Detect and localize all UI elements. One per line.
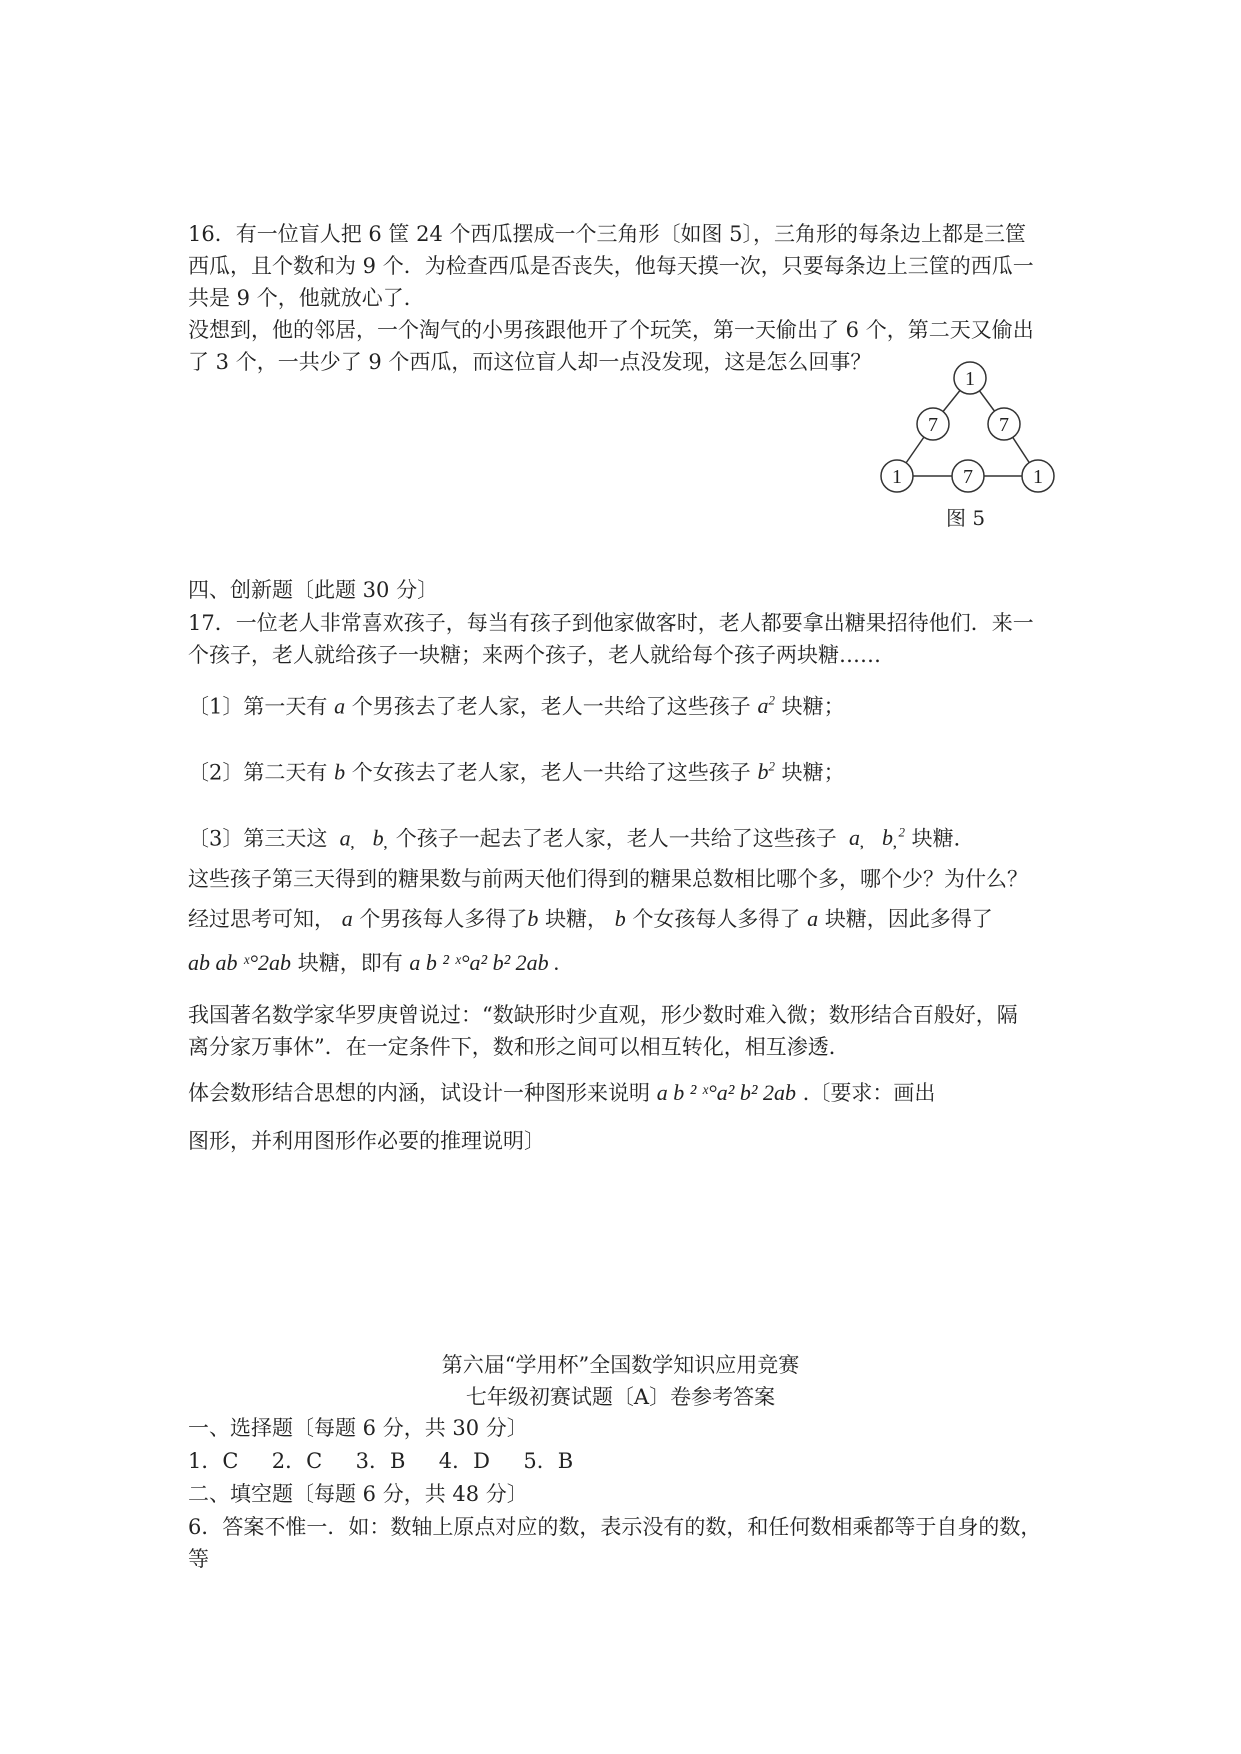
q17-item-3-prefix: 〔3〕第三天这 bbox=[188, 826, 328, 851]
node-left-mid-label: 7 bbox=[928, 414, 938, 436]
answers-choices: 1．C 2．C 3．B 4．D 5．B bbox=[188, 1449, 574, 1473]
q17-line-11-b: .〔要求：画出 bbox=[802, 1081, 936, 1105]
node-bottom-mid-label: 7 bbox=[963, 466, 973, 488]
q17-line-1: 17．一位老人非常喜欢孩子，每当有孩子到他家做客时，老人都要拿出糖果招待他们．来一 bbox=[188, 611, 1034, 635]
q17-item-3-mid: 个孩子一起去了老人家，老人一共给了这些孩子 bbox=[395, 826, 837, 851]
q17-item-3-var: a̦ b̦ bbox=[334, 825, 390, 851]
q17-item-1-prefix: 〔1〕第一天有 bbox=[188, 694, 328, 719]
figure-5-caption: 图 5 bbox=[946, 506, 986, 530]
q17-line-12: 图形，并利用图形作必要的推理说明〕 bbox=[188, 1129, 545, 1153]
q17-line-7-c: 块糖， bbox=[545, 907, 609, 931]
answers-section-1: 一、选择题〔每题 6 分，共 30 分〕 bbox=[188, 1416, 528, 1440]
q17-line-7-d: 个女孩每人多得了 bbox=[632, 907, 801, 931]
q17-line-11 bbox=[188, 1078, 935, 1108]
q17-line-7 bbox=[188, 904, 993, 934]
q17-line-7-a: 经过思考可知， bbox=[188, 907, 335, 931]
q17-line-6: 这些孩子第三天得到的糖果数与前两天他们得到的糖果总数相比哪个多，哪个少？为什么？ bbox=[188, 867, 1028, 891]
node-top-label: 1 bbox=[965, 368, 975, 390]
q16-line-2: 西瓜，且个数和为 9 个．为检查西瓜是否丧失，他每天摸一次，只要每条边上三筐的西瓜一 bbox=[188, 254, 1034, 278]
q17-line-11-formula: a b ² ˣ°a² b² 2ab bbox=[656, 1080, 796, 1105]
q17-line-8 bbox=[188, 948, 560, 978]
q17-item-1-var: a bbox=[334, 693, 346, 719]
q17-item-1-mid: 个男孩去了老人家，老人一共给了这些孩子 bbox=[351, 694, 751, 719]
q17-item-2-suffix: 块糖； bbox=[781, 760, 845, 785]
q16-line-1: 16．有一位盲人把 6 筐 24 个西瓜摆成一个三角形〔如图 5〕，三角形的每条边上都是三筐 bbox=[188, 222, 1027, 246]
q17-item-3-formula: a̦ b̦ $^2$ bbox=[843, 825, 905, 851]
q17-item-1-formula: $a^2$ bbox=[757, 693, 775, 719]
node-bottom-right-label: 1 bbox=[1033, 466, 1043, 488]
q17-item-3 bbox=[188, 818, 975, 853]
q17-item-1 bbox=[188, 686, 845, 721]
answers-q6-line-1: 6．答案不惟一．如：数轴上原点对应的数，表示没有的数，和任何数相乘都等于自身的数， bbox=[188, 1515, 1042, 1539]
q17-line-9: 我国著名数学家华罗庚曾说过：“数缺形时少直观，形少数时难入微；数形结合百般好，隔 bbox=[188, 1003, 1018, 1027]
q17-line-7-var-a2: a bbox=[807, 906, 819, 931]
answers-q6-line-2: 等 bbox=[188, 1547, 209, 1571]
q17-line-7-e: 块糖，因此多得了 bbox=[824, 907, 993, 931]
node-bottom-left-label: 1 bbox=[892, 466, 902, 488]
q17-item-2 bbox=[188, 752, 845, 787]
q17-line-7-var-b2: b bbox=[614, 906, 626, 931]
q17-item-2-var: b bbox=[334, 759, 346, 785]
q17-line-7-b: 个男孩每人多得了 bbox=[359, 907, 528, 931]
section-4-heading: 四、创新题〔此题 30 分〕 bbox=[188, 578, 439, 602]
q17-line-8-formula-2: a b ² ˣ°a² b² 2ab . bbox=[409, 950, 560, 975]
q17-line-7-var-b: b bbox=[527, 906, 539, 931]
q16-line-4: 没想到，他的邻居，一个淘气的小男孩跟他开了个玩笑，第一天偷出了 6 个，第二天又偷出 bbox=[188, 318, 1034, 342]
q17-item-2-prefix: 〔2〕第二天有 bbox=[188, 760, 328, 785]
q17-item-2-formula: $b^2$ bbox=[757, 759, 775, 785]
answers-title-1: 第六届“学用杯”全国数学知识应用竞赛 bbox=[441, 1353, 800, 1377]
q17-item-2-mid: 个女孩去了老人家，老人一共给了这些孩子 bbox=[351, 760, 751, 785]
q17-line-10: 离分家万事休”．在一定条件下，数和形之间可以相互转化，相互渗透． bbox=[188, 1035, 850, 1059]
q17-line-7-var-a: a bbox=[341, 906, 353, 931]
q17-line-8-formula-1: ab ab ˣ°2ab bbox=[188, 950, 292, 975]
q17-item-1-suffix: 块糖； bbox=[781, 694, 845, 719]
q17-line-11-a: 体会数形结合思想的内涵，试设计一种图形来说明 bbox=[188, 1081, 650, 1105]
answers-title-2: 七年级初赛试题〔A〕卷参考答案 bbox=[465, 1385, 776, 1409]
node-right-mid-label: 7 bbox=[999, 414, 1009, 436]
answers-section-2: 二、填空题〔每题 6 分，共 48 分〕 bbox=[188, 1482, 528, 1506]
q17-line-8-text: 块糖，即有 bbox=[297, 951, 403, 975]
q17-item-3-suffix: 块糖． bbox=[911, 826, 975, 851]
q17-line-2: 个孩子，老人就给孩子一块糖；来两个孩子，老人就给每个孩子两块糖…… bbox=[188, 643, 881, 667]
figure-5-triangle bbox=[880, 360, 1060, 500]
q16-line-5: 了 3 个，一共少了 9 个西瓜，而这位盲人却一点没发现，这是怎么回事？ bbox=[188, 350, 872, 374]
q16-line-3: 共是 9 个，他就放心了． bbox=[188, 286, 425, 310]
